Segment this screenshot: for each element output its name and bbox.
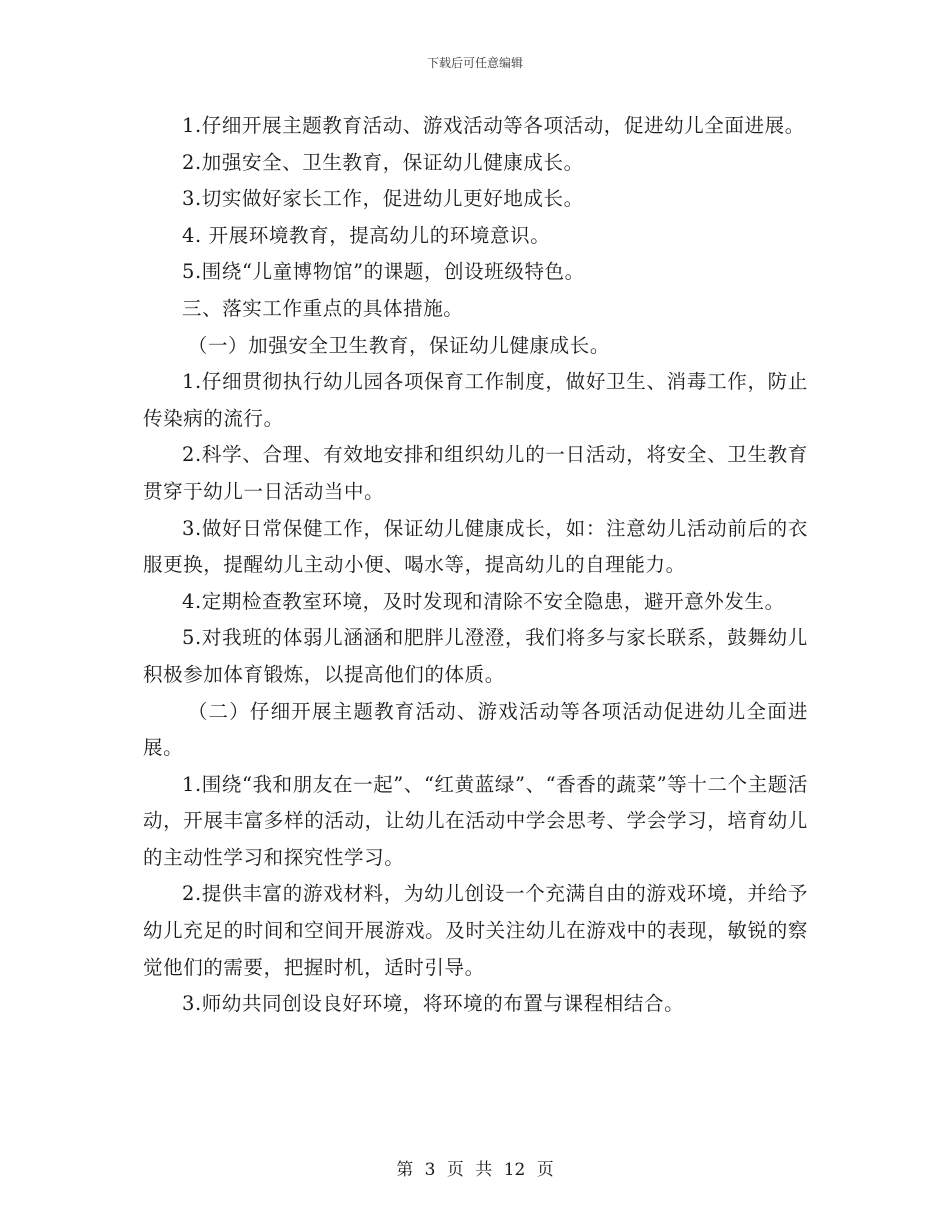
list-item-activity-3: 3.师幼共同创设良好环境，将环境的布置与课程相结合。 — [182, 992, 685, 1016]
list-item-activity-1: 1.围绕“我和朋友在一起”、“红黄蓝绿”、“香香的蔬菜”等十二个主题活动，开展丰富多样的活动，让幼儿在活动中学会思考、学会学习，培育幼儿的主动性学习和探究性学习。 — [143, 772, 808, 869]
list-item-goal-5: 5.围绕“儿童博物馆”的课题，创设班级特色。 — [182, 260, 585, 284]
page-footer: 第 3 页 共 12 页 — [396, 1160, 554, 1180]
list-item-goal-4: 4. 开展环境教育，提高幼儿的环境意识。 — [182, 223, 551, 247]
list-item-safety-1: 1.仔细贯彻执行幼儿园各项保育工作制度，做好卫生、消毒工作，防止传染病的流行。 — [143, 370, 808, 430]
list-item-goal-1: 1.仔细开展主题教育活动、游戏活动等各项活动，促进幼儿全面进展。 — [182, 114, 805, 137]
list-item-safety-3: 3.做好日常保健工作，保证幼儿健康成长，如：注意幼儿活动前后的衣服更换，提醒幼儿主动小便、喝水等，提高幼儿的自理能力。 — [143, 516, 808, 577]
list-item-activity-2: 2.提供丰富的游戏材料，为幼儿创设一个充满自由的游戏环境，并给予幼儿充足的时间和空间开展游戏。及时关注幼儿在游戏中的表现，敏锐的察觉他们的需要，把握时机，适时引导。 — [143, 882, 808, 979]
subsection-heading-2: （二）仔细开展主题教育活动、游戏活动等各项活动促进幼儿全面进展。 — [143, 699, 808, 760]
document-body — [143, 108, 808, 1023]
list-item-goal-3: 3.切实做好家长工作，促进幼儿更好地成长。 — [182, 187, 584, 211]
subsection-heading-1: （一）加强安全卫生教育，保证幼儿健康成长。 — [187, 333, 610, 357]
list-item-safety-4: 4.定期检查教室环境，及时发现和清除不安全隐患，避开意外发生。 — [182, 589, 785, 613]
section-heading-3: 三、落实工作重点的具体措施。 — [182, 296, 464, 320]
list-item-safety-5: 5.对我班的体弱儿涵涵和肥胖儿澄澄，我们将多与家长联系，鼓舞幼儿积极参加体育锻炼，以提高他们的体质。 — [143, 626, 808, 686]
list-item-goal-2: 2.加强安全、卫生教育，保证幼儿健康成长。 — [182, 150, 584, 174]
list-item-safety-2: 2.科学、合理、有效地安排和组织幼儿的一日活动，将安全、卫生教育贯穿于幼儿一日活动当中。 — [143, 443, 808, 503]
page-header: 下载后可任意编辑 — [426, 56, 523, 70]
